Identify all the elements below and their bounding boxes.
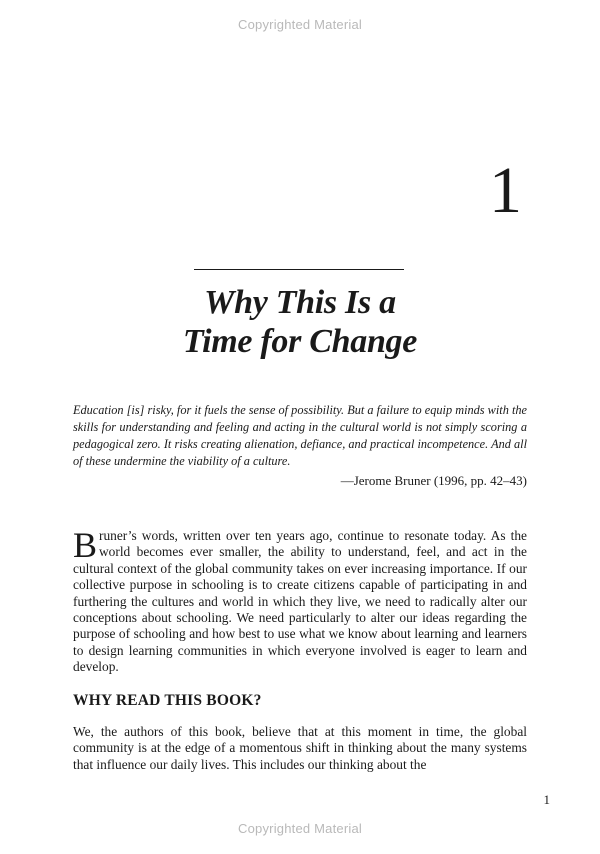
epigraph-attribution: —Jerome Bruner (1996, pp. 42–43) [340, 473, 527, 488]
epigraph-quote: Education [is] risky, for it fuels the sense of possibility. But a failure to equip minds with the skills for understanding and feeling and acting in the cultural world is not simply scoring a pedagogical zero. It risks creating alienation, defiance, and practical incompetence. And all of these undermine the viability of a culture. [73, 403, 527, 468]
body-paragraph-1 [73, 525, 527, 676]
chapter-number: 1 [489, 154, 522, 227]
chapter-title-line-1: Why This Is a [204, 284, 396, 321]
body-paragraph-1-text: runer’s words, written over ten years ago, continue to resonate today. As the world becomes ever smaller, the ability to understand, feel, and act in the cultural context of the global community takes on ever increasing importance. If our collective purpose in schooling is to create citizens capable of participating in and furthering the cultures and world in which they live, we need to radically alter our conceptions about schooling. We need particularly to alter our ideas regarding the purpose of schooling and how best to use what we know about learning and learners to design learning communities in which everyone involved is eager to learn and develop. [73, 528, 527, 675]
chapter-title [0, 283, 600, 361]
body-paragraph-2: We, the authors of this book, believe that at this moment in time, the global community is at the edge of a momentous shift in thinking about the many systems that influence our daily lives. This includes our thinking about the [73, 724, 527, 772]
copyright-watermark-top: Copyrighted Material [238, 17, 362, 32]
copyright-watermark-bottom: Copyrighted Material [238, 821, 362, 836]
title-rule [194, 269, 404, 270]
chapter-title-line-2: Time for Change [182, 323, 418, 360]
page-number: 1 [543, 792, 550, 807]
section-heading: WHY READ THIS BOOK? [73, 692, 262, 709]
drop-cap: B [73, 525, 98, 565]
